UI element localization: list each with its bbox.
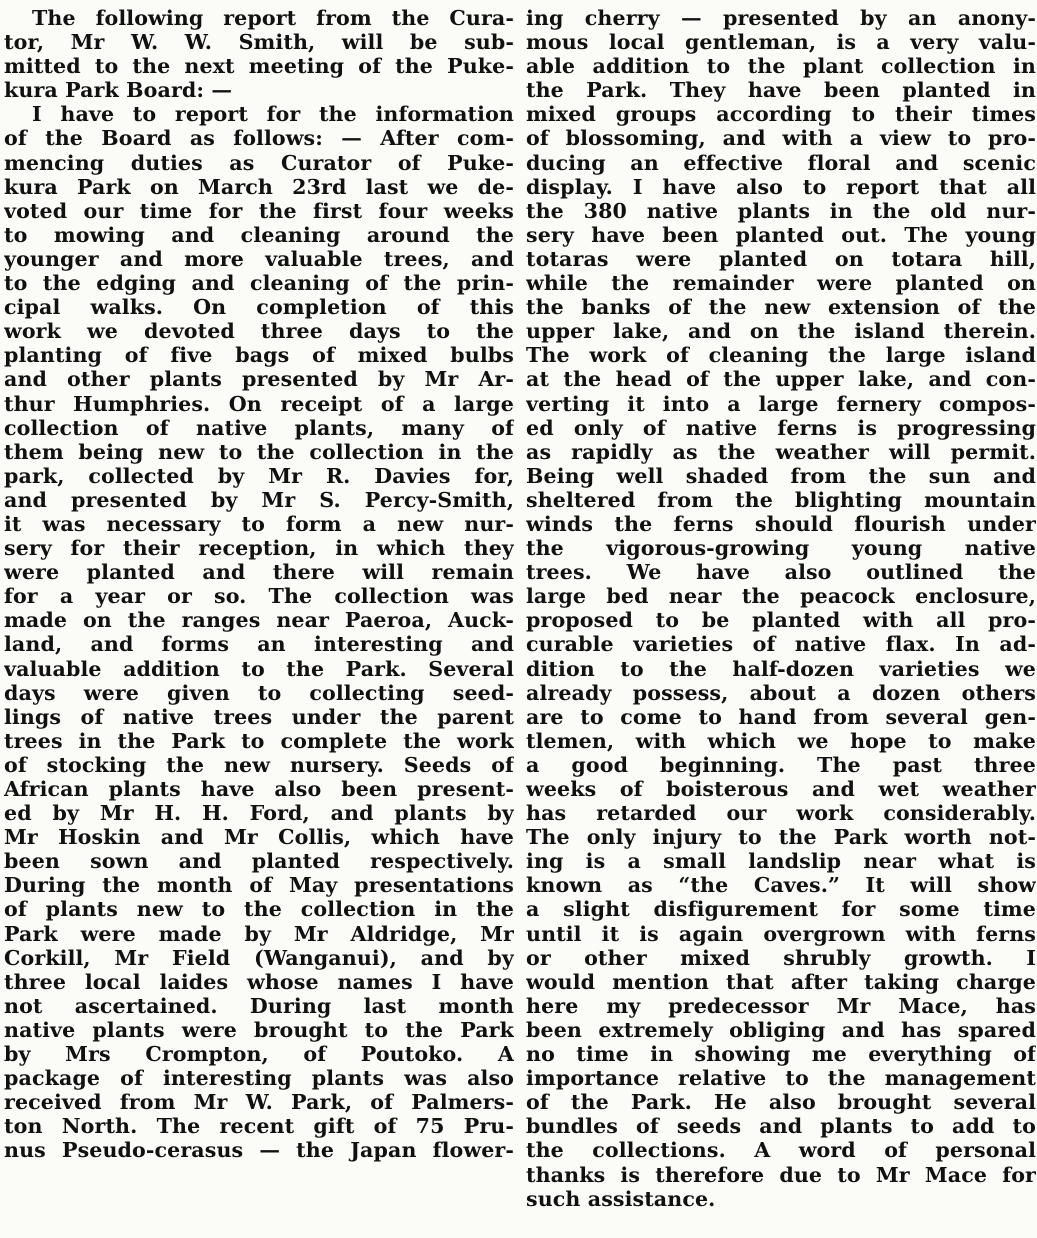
- article-line: been extremely obliging and has spared: [526, 1017, 1036, 1042]
- article-line: and other plants presented by Mr Ar-: [4, 367, 514, 392]
- article-line: mixed groups according to their times: [526, 102, 1036, 127]
- article-line: During the month of May presentations: [4, 873, 514, 898]
- article-line: are to come to hand from several gen-: [526, 704, 1036, 729]
- article-line: already possess, about a dozen others: [526, 680, 1036, 705]
- article-line: collection of native plants, many of: [4, 415, 514, 440]
- article-line: such assistance.: [526, 1186, 716, 1211]
- article-line: Being well shaded from the sun and: [526, 463, 1036, 488]
- article-line: kura Park Board: —: [4, 78, 233, 103]
- article-line: Park were made by Mr Aldridge, Mr: [4, 921, 514, 946]
- article-line: as rapidly as the weather will permit.: [526, 439, 1036, 464]
- article-line: valuable addition to the Park. Several: [4, 656, 514, 681]
- article-line: of the Park. He also brought several: [526, 1090, 1036, 1115]
- article-line: by Mrs Crompton, of Poutoko. A: [4, 1042, 514, 1067]
- article-line: native plants were brought to the Park: [4, 1017, 514, 1042]
- article-line: been sown and planted respectively.: [4, 849, 514, 874]
- article-line: known as “the Caves.” It will show: [526, 873, 1036, 898]
- article-line: African plants have also been present-: [4, 777, 514, 801]
- article-line: them being new to the collection in the: [4, 439, 514, 464]
- article-line: the collections. A word of personal: [526, 1138, 1036, 1163]
- article-line: of stocking the new nursery. Seeds of: [4, 752, 514, 777]
- article-line: package of interesting plants was also: [4, 1066, 514, 1091]
- article-line: made on the ranges near Paeroa, Auck-: [4, 608, 514, 633]
- article-line: sery for their reception, in which they: [4, 536, 514, 561]
- article-line: totaras were planted on totara hill,: [526, 246, 1036, 271]
- article-line: nus Pseudo-cerasus — the Japan flower-: [4, 1138, 514, 1163]
- article-line: The only injury to the Park worth not-: [526, 825, 1036, 850]
- article-line: mitted to the next meeting of the Puke-: [4, 54, 514, 79]
- article-line: tlemen, with which we hope to make: [526, 728, 1036, 753]
- article-line: land, and forms an interesting and: [4, 632, 514, 657]
- article-line: of blossoming, and with a view to pro-: [526, 126, 1036, 151]
- article-line: the Park. They have been planted in: [526, 78, 1036, 103]
- article-line: trees. We have also outlined the: [526, 560, 1036, 585]
- article-line: ing is a small landslip near what is: [526, 849, 1036, 874]
- article-line: mencing duties as Curator of Puke-: [4, 150, 514, 175]
- article-line: The following report from the Cura-: [32, 6, 514, 30]
- article-line: to mowing and cleaning around the: [4, 222, 514, 247]
- article-line: younger and more valuable trees, and: [4, 246, 514, 271]
- article-line: park, collected by Mr R. Davies for,: [4, 463, 514, 488]
- article-line: cipal walks. On completion of this: [4, 295, 514, 320]
- article-line: days were given to collecting seed-: [4, 680, 514, 705]
- article-line: winds the ferns should flourish under: [526, 511, 1036, 536]
- article-line: ed only of native ferns is progressing: [526, 415, 1036, 440]
- article-column-left: [4, 6, 514, 1163]
- article-line: for a year or so. The collection was: [4, 584, 514, 609]
- article-line: Mr Hoskin and Mr Collis, which have: [4, 825, 514, 850]
- article-line: trees in the Park to complete the work: [4, 728, 514, 753]
- article-line: verting it into a large fernery compos-: [526, 391, 1036, 416]
- article-line: has retarded our work considerably.: [526, 801, 1036, 826]
- article-column-right: [526, 6, 1036, 1211]
- article-line: bundles of seeds and plants to add to: [526, 1114, 1036, 1139]
- article-line: tor, Mr W. W. Smith, will be sub-: [4, 30, 514, 55]
- article-line: and presented by Mr S. Percy-Smith,: [4, 487, 514, 512]
- article-line: at the head of the upper lake, and con-: [526, 367, 1036, 392]
- article-line: the banks of the new extension of the: [526, 295, 1036, 320]
- article-line: not ascertained. During last month: [4, 993, 514, 1018]
- article-line: dition to the half-dozen varieties we: [526, 656, 1036, 681]
- article-line: ducing an effective floral and scenic: [526, 150, 1036, 175]
- article-line: voted our time for the first four weeks: [4, 198, 514, 223]
- article-line: work we devoted three days to the: [4, 319, 514, 344]
- article-line: ton North. The recent gift of 75 Pru-: [4, 1114, 514, 1139]
- article-line: proposed to be planted with all pro-: [526, 608, 1036, 633]
- article-line: thur Humphries. On receipt of a large: [4, 391, 514, 416]
- article-line: while the remainder were planted on: [526, 271, 1036, 296]
- article-line: I have to report for the information: [32, 102, 514, 127]
- article-line: here my predecessor Mr Mace, has: [526, 993, 1036, 1018]
- article-line: The work of cleaning the large island: [526, 343, 1036, 368]
- article-line: able addition to the plant collection in: [526, 54, 1036, 79]
- article-line: large bed near the peacock enclosure,: [526, 584, 1036, 609]
- article-line: would mention that after taking charge: [526, 969, 1036, 994]
- article-line: a slight disfigurement for some time: [526, 897, 1036, 922]
- article-line: planting of five bags of mixed bulbs: [4, 343, 514, 368]
- article-line: to the edging and cleaning of the prin-: [4, 271, 514, 296]
- article-line: no time in showing me everything of: [526, 1042, 1036, 1067]
- article-line: importance relative to the management: [526, 1066, 1036, 1091]
- article-line: three local laides whose names I have: [4, 969, 514, 994]
- article-line: lings of native trees under the parent: [4, 704, 514, 729]
- article-line: kura Park on March 23rd last we de-: [4, 174, 514, 199]
- article-line: were planted and there will remain: [4, 560, 514, 585]
- article-line: of plants new to the collection in the: [4, 897, 514, 922]
- article-line: sery have been planted out. The young: [526, 222, 1036, 247]
- article-line: display. I have also to report that all: [526, 174, 1036, 199]
- article-line: received from Mr W. Park, of Palmers-: [4, 1090, 514, 1115]
- article-line: or other mixed shrubly growth. I: [526, 945, 1036, 970]
- article-line: ing cherry — presented by an anony-: [526, 6, 1036, 30]
- article-line: the 380 native plants in the old nur-: [526, 198, 1036, 223]
- article-line: upper lake, and on the island therein.: [526, 319, 1036, 344]
- article-line: the vigorous-growing young native: [526, 536, 1036, 561]
- article-line: thanks is therefore due to Mr Mace for: [526, 1162, 1036, 1187]
- article-line: mous local gentleman, is a very valu-: [526, 30, 1036, 55]
- article-line: weeks of boisterous and wet weather: [526, 777, 1036, 801]
- article-line: sheltered from the blighting mountain: [526, 487, 1036, 512]
- article-line: until it is again overgrown with ferns: [526, 921, 1036, 946]
- article-line: ed by Mr H. H. Ford, and plants by: [4, 801, 514, 826]
- article-line: it was necessary to form a new nur-: [4, 511, 514, 536]
- article-line: a good beginning. The past three: [526, 752, 1036, 777]
- article-line: Corkill, Mr Field (Wanganui), and by: [4, 945, 514, 970]
- article-line: curable varieties of native flax. In ad-: [526, 632, 1036, 657]
- article-line: of the Board as follows: — After com-: [4, 126, 514, 151]
